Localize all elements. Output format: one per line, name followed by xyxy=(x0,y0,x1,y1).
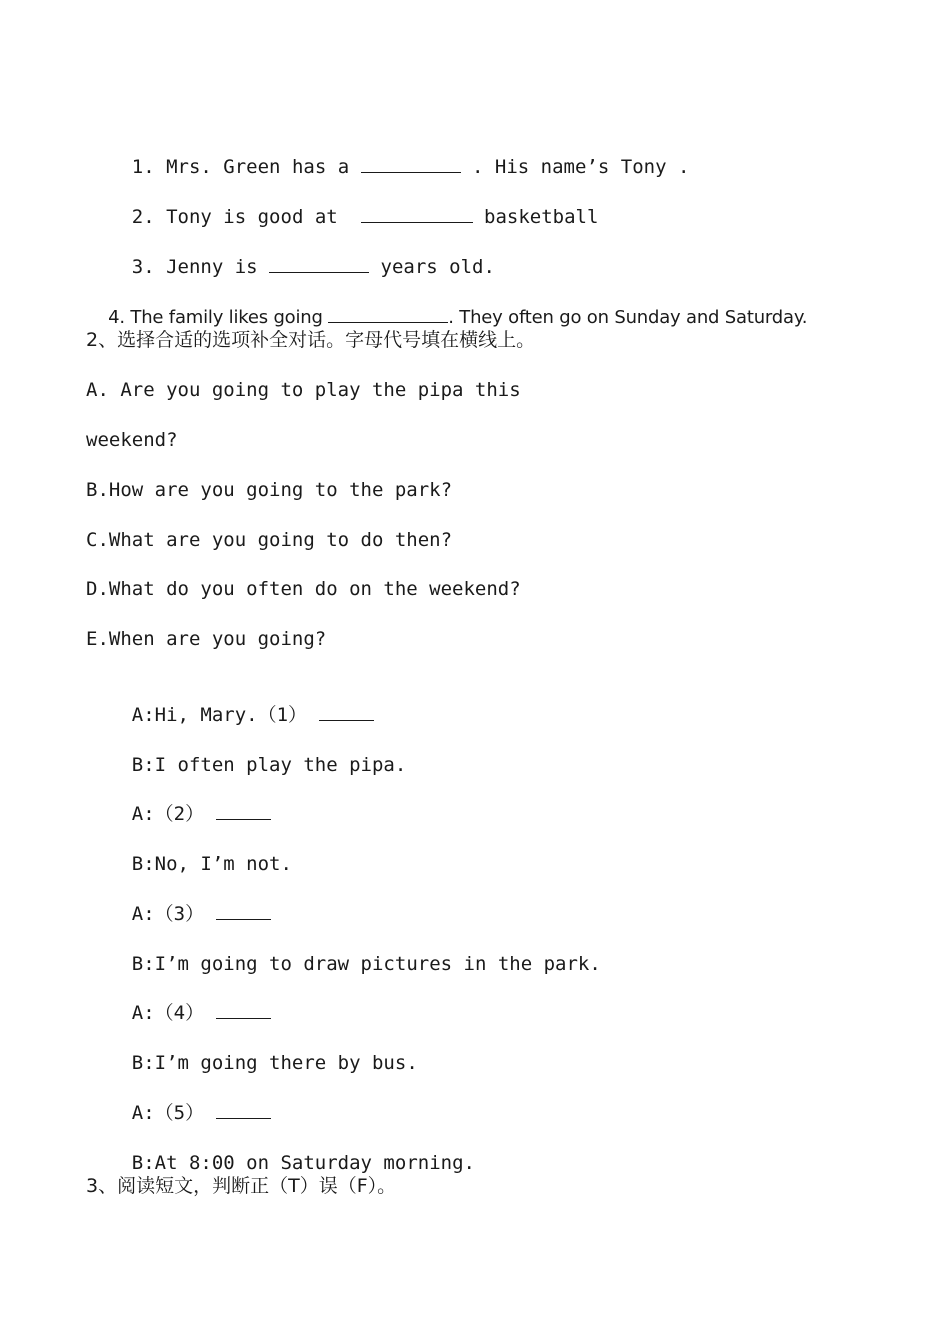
speaker-label: A: xyxy=(131,704,155,726)
question-text: The family likes going xyxy=(130,307,323,328)
question-text: . They often go on Sunday and Saturday. xyxy=(448,307,808,328)
question-text: Jenny is xyxy=(166,256,258,278)
answer-blank[interactable] xyxy=(328,304,448,323)
option-a: A. Are you going to play the pipa this xyxy=(86,379,521,401)
dialogue-text: I often play the pipa. xyxy=(154,754,407,776)
question-number: 4. xyxy=(108,307,125,328)
dialogue-text: （5） xyxy=(154,1102,205,1124)
section-2-heading: 2、选择合适的选项补全对话。字母代号填在横线上。 xyxy=(86,329,536,351)
speaker-label: B: xyxy=(131,754,155,776)
dialogue-text: I’m going there by bus. xyxy=(154,1052,418,1074)
answer-blank[interactable] xyxy=(269,254,369,273)
dialogue-text: No, I’m not. xyxy=(154,853,292,875)
answer-blank-2[interactable] xyxy=(216,801,271,820)
dialogue-text: （3） xyxy=(154,903,205,925)
answer-blank-4[interactable] xyxy=(216,1000,271,1019)
speaker-label: A: xyxy=(131,903,155,925)
question-text: years old. xyxy=(380,256,495,278)
answer-blank-1[interactable] xyxy=(319,702,374,721)
option-e: E.When are you going? xyxy=(86,628,327,650)
option-d: D.What do you often do on the weekend? xyxy=(86,578,521,600)
question-text: basketball xyxy=(484,206,599,228)
option-b: B.How are you going to the park? xyxy=(86,479,453,501)
option-c: C.What are you going to do then? xyxy=(86,529,453,551)
section-3-heading: 3、阅读短文，判断正（T）误（F）。 xyxy=(86,1175,397,1197)
speaker-label: A: xyxy=(131,1002,155,1024)
speaker-label: A: xyxy=(131,803,155,825)
dialogue-text: （2） xyxy=(154,803,205,825)
speaker-label: B: xyxy=(131,1052,155,1074)
question-number: 1. xyxy=(131,156,155,178)
question-number: 2. xyxy=(131,206,155,228)
speaker-label: B: xyxy=(131,853,155,875)
dialogue-text: I’m going to draw pictures in the park. xyxy=(154,953,601,975)
speaker-label: B: xyxy=(131,953,155,975)
speaker-label: B: xyxy=(131,1152,155,1174)
dialogue-text: Hi, Mary.（1） xyxy=(154,704,308,726)
answer-blank-5[interactable] xyxy=(216,1100,271,1119)
question-number: 3. xyxy=(131,256,155,278)
question-text: Mrs. Green has a xyxy=(166,156,350,178)
dialogue-text: At 8:00 on Saturday morning. xyxy=(154,1152,475,1174)
answer-blank[interactable] xyxy=(361,204,473,223)
speaker-label: A: xyxy=(131,1102,155,1124)
option-a-continued: weekend? xyxy=(86,429,178,451)
answer-blank[interactable] xyxy=(361,154,461,173)
question-text: . His name’s Tony . xyxy=(472,156,690,178)
question-text: Tony is good at xyxy=(166,206,338,228)
dialogue-text: （4） xyxy=(154,1002,205,1024)
answer-blank-3[interactable] xyxy=(216,901,271,920)
